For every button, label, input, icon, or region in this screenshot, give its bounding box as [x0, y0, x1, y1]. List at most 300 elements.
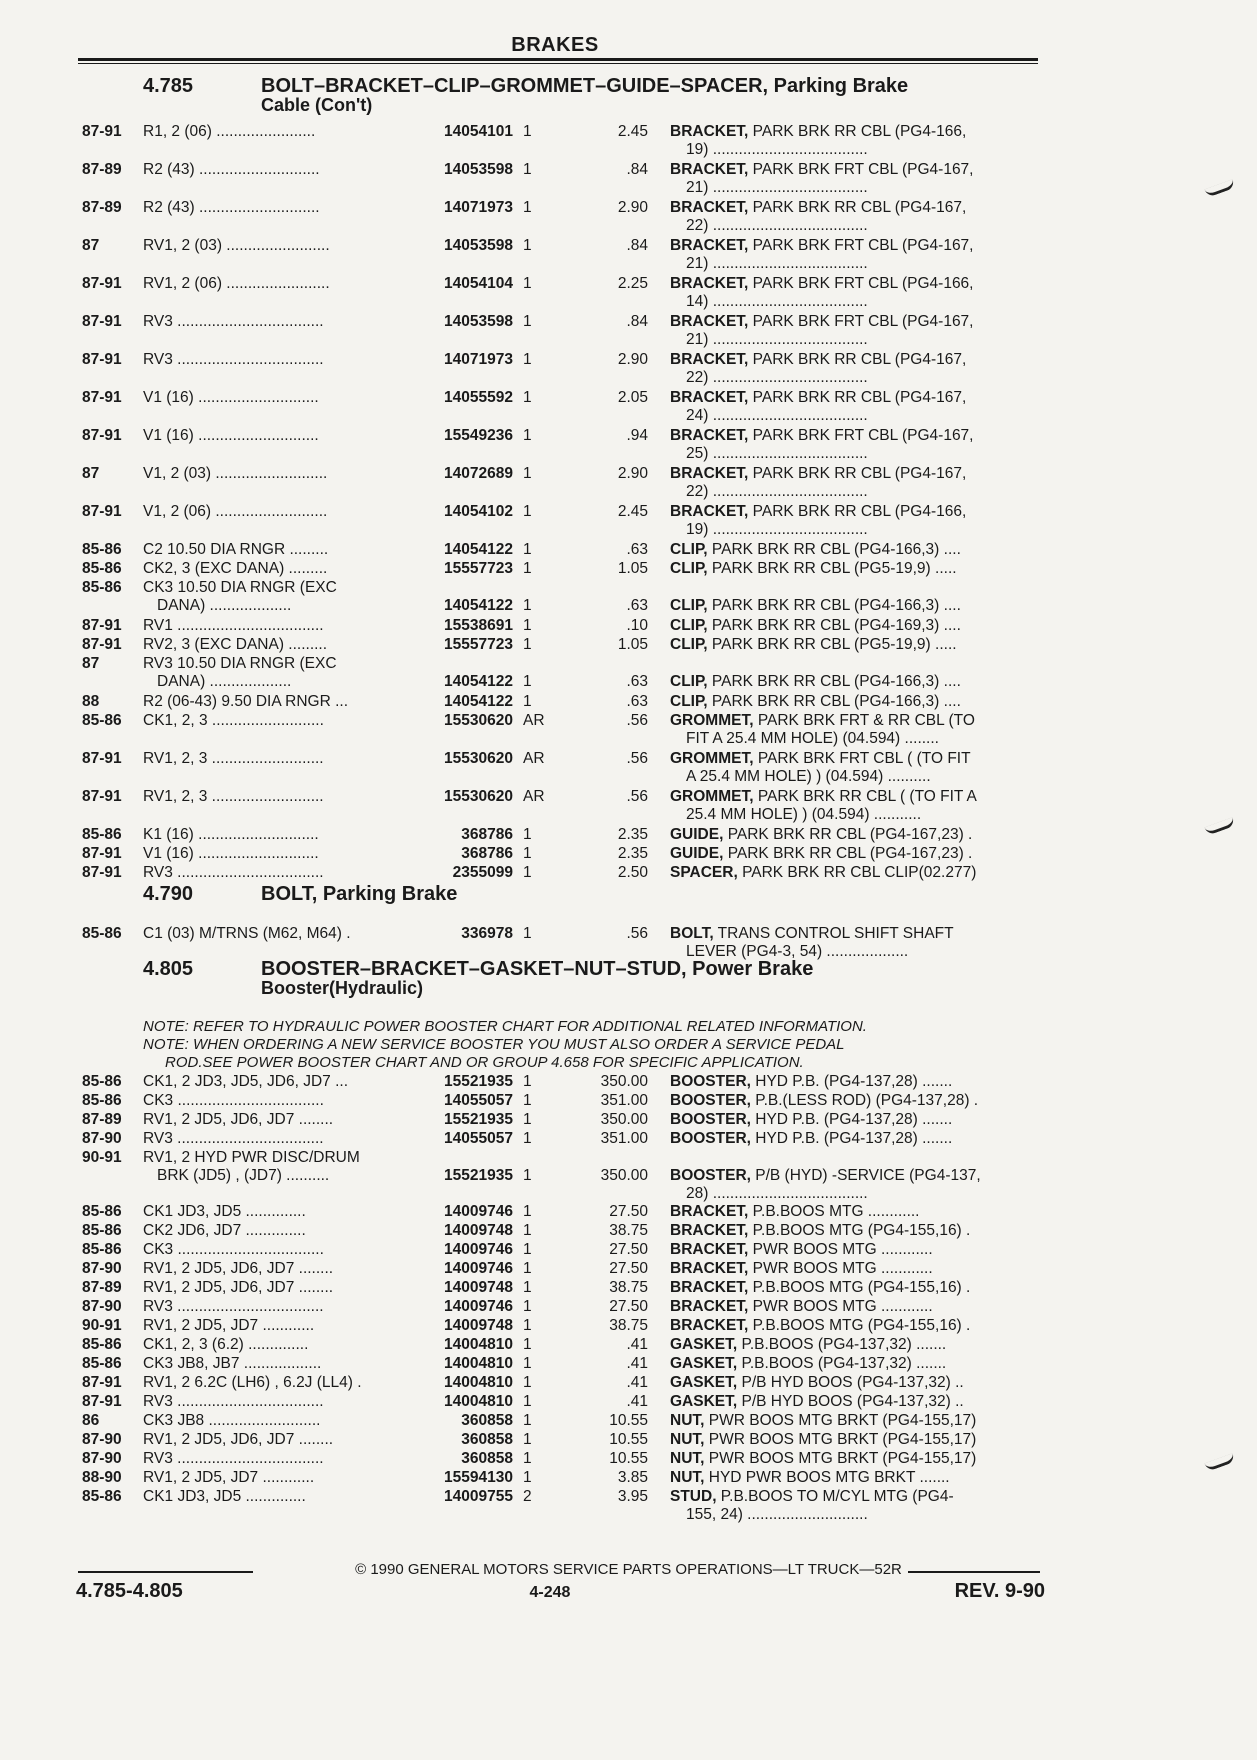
part-name-detail: PARK BRK FRT CBL (PG4-166,: [748, 275, 974, 292]
application-desc-cont: DANA) ...................: [157, 673, 292, 690]
quantity: 1: [523, 161, 532, 178]
quantity: 1: [523, 1130, 532, 1147]
quantity: 1: [523, 693, 532, 710]
application-desc: RV3 ..................................: [143, 1450, 324, 1467]
part-number: 360858: [461, 1450, 513, 1467]
application-desc: CK2, 3 (EXC DANA) .........: [143, 560, 328, 577]
year-range: 85-86: [82, 1488, 122, 1505]
part-name: [670, 541, 1040, 559]
year-range: 87: [82, 655, 100, 672]
binder-mark: [1204, 817, 1235, 836]
part-name-detail: P.B.BOOS MTG (PG4-155,16) .: [748, 1279, 971, 1296]
part-name-keyword: CLIP,: [670, 541, 708, 558]
price: .56: [626, 788, 648, 805]
application-desc: V1 (16) ............................: [143, 845, 319, 862]
year-range: 87-89: [82, 199, 122, 216]
quantity: 1: [523, 1279, 532, 1296]
quantity: 1: [523, 864, 532, 881]
price: .63: [626, 597, 648, 614]
application-desc: RV1, 2 JD5, JD7 ............: [143, 1469, 315, 1486]
part-number: 15594130: [444, 1469, 513, 1486]
price: 351.00: [600, 1130, 648, 1147]
quantity: 1: [523, 1431, 532, 1448]
part-name-keyword: STUD,: [670, 1488, 717, 1505]
year-range: 87-91: [82, 313, 122, 330]
part-name: [670, 1412, 1040, 1430]
year-range: 87: [82, 237, 100, 254]
year-range: 87-90: [82, 1431, 122, 1448]
price: 38.75: [609, 1222, 648, 1239]
part-name-detail: PARK BRK RR CBL (PG4-166,3) ....: [707, 541, 961, 558]
part-name-cont: 19) ....................................: [686, 521, 868, 538]
binder-mark: [1204, 179, 1235, 198]
part-number: 14054104: [444, 275, 513, 292]
application-desc: R2 (43) ............................: [143, 199, 320, 216]
quantity: 1: [523, 389, 532, 406]
part-name: [670, 1241, 1040, 1259]
price: .63: [626, 541, 648, 558]
application-desc: CK1 JD3, JD5 ..............: [143, 1488, 306, 1505]
price: .63: [626, 673, 648, 690]
part-name: [670, 351, 1040, 369]
part-name: [670, 1092, 1040, 1110]
quantity: 1: [523, 1374, 532, 1391]
year-range: 85-86: [82, 712, 122, 729]
part-name-detail: P/B HYD BOOS (PG4-137,32) ..: [737, 1393, 964, 1410]
part-name: [670, 1431, 1040, 1449]
part-name-detail: P.B.(LESS ROD) (PG4-137,28) .: [750, 1092, 979, 1109]
part-number: 14004810: [444, 1355, 513, 1372]
part-name-detail: PARK BRK RR CBL (PG4-167,: [748, 465, 967, 482]
year-range: 85-86: [82, 1092, 122, 1109]
part-number: 14055057: [444, 1092, 513, 1109]
part-number: 14071973: [444, 199, 513, 216]
part-name-keyword: BRACKET,: [670, 1317, 749, 1334]
part-name: [670, 237, 1040, 255]
quantity: 1: [523, 845, 532, 862]
part-number: 360858: [461, 1431, 513, 1448]
part-number: 360858: [461, 1412, 513, 1429]
part-name-detail: TRANS CONTROL SHIFT SHAFT: [713, 925, 954, 942]
section-title: BOLT, Parking Brake: [261, 883, 458, 905]
quantity: 1: [523, 1412, 532, 1429]
part-name-cont: 22) ....................................: [686, 217, 868, 234]
year-range: 87-91: [82, 1374, 122, 1391]
quantity: 1: [523, 1111, 532, 1128]
year-range: 87-91: [82, 864, 122, 881]
part-name-keyword: BOOSTER,: [670, 1111, 751, 1128]
application-desc: CK3 ..................................: [143, 1241, 324, 1258]
year-range: 87-89: [82, 1279, 122, 1296]
part-number: 14054122: [444, 693, 513, 710]
section-number: 4.805: [143, 958, 194, 980]
part-name-detail: PARK BRK FRT CBL ( (TO FIT: [753, 750, 971, 767]
part-name: [670, 1336, 1040, 1354]
quantity: 1: [523, 503, 532, 520]
part-name-detail: HYD PWR BOOS MTG BRKT .......: [704, 1469, 950, 1486]
part-number: 14053598: [444, 161, 513, 178]
quantity: 1: [523, 199, 532, 216]
year-range: 85-86: [82, 826, 122, 843]
application-desc: RV3 ..................................: [143, 1393, 324, 1410]
part-number: 14053598: [444, 237, 513, 254]
part-name-keyword: BRACKET,: [670, 1279, 749, 1296]
part-number: 15521935: [444, 1111, 513, 1128]
part-name: [670, 313, 1040, 331]
part-name: [670, 925, 1040, 943]
price: 2.35: [617, 826, 648, 843]
part-name-keyword: BRACKET,: [670, 427, 749, 444]
note-line: ROD.SEE POWER BOOSTER CHART AND OR GROUP 4.658 FOR SPECIFIC APPLICATION.: [165, 1054, 804, 1071]
part-name: [670, 1073, 1040, 1091]
application-desc-cont: BRK (JD5) , (JD7) ..........: [157, 1167, 330, 1184]
part-name-keyword: BRACKET,: [670, 161, 749, 178]
year-range: 87-91: [82, 275, 122, 292]
part-name-keyword: BRACKET,: [670, 1260, 749, 1277]
quantity: 1: [523, 560, 532, 577]
part-name-cont: 21) ....................................: [686, 255, 868, 272]
part-name: [670, 1488, 1040, 1506]
price: .56: [626, 925, 648, 942]
part-name: [670, 636, 1040, 654]
part-number: 14009746: [444, 1298, 513, 1315]
application-desc: C2 10.50 DIA RNGR .........: [143, 541, 329, 558]
year-range: 87-91: [82, 503, 122, 520]
part-name: [670, 1374, 1040, 1392]
part-name-keyword: BRACKET,: [670, 1298, 749, 1315]
year-range: 87-91: [82, 1393, 122, 1410]
application-desc: RV1 ..................................: [143, 617, 324, 634]
year-range: 90-91: [82, 1317, 122, 1334]
part-name-keyword: GROMMET,: [670, 712, 754, 729]
year-range: 87-90: [82, 1450, 122, 1467]
part-number: 14055057: [444, 1130, 513, 1147]
part-name-detail: PARK BRK RR CBL (PG4-167,23) .: [723, 845, 973, 862]
section-title: BOOSTER–BRACKET–GASKET–NUT–STUD, Power Brake: [261, 958, 814, 980]
price: 2.50: [617, 864, 648, 881]
part-name: [670, 1317, 1040, 1335]
application-desc: RV1, 2, 3 ..........................: [143, 750, 324, 767]
year-range: 87: [82, 465, 100, 482]
part-number: 14054102: [444, 503, 513, 520]
application-desc: RV3 ..................................: [143, 351, 324, 368]
price: .94: [626, 427, 648, 444]
section-subtitle: Booster(Hydraulic): [261, 978, 424, 998]
application-desc: V1, 2 (06) ..........................: [143, 503, 328, 520]
price: 3.85: [617, 1469, 648, 1486]
year-range: 87-90: [82, 1130, 122, 1147]
price: .41: [626, 1336, 648, 1353]
part-name-detail: HYD P.B. (PG4-137,28) .......: [750, 1111, 953, 1128]
quantity: 1: [523, 925, 532, 942]
part-name-detail: HYD P.B. (PG4-137,28) .......: [750, 1130, 953, 1147]
quantity: 1: [523, 351, 532, 368]
price: .63: [626, 693, 648, 710]
quantity: 2: [523, 1488, 532, 1505]
part-name-detail: P.B.BOOS TO M/CYL MTG (PG4-: [716, 1488, 954, 1505]
part-name-keyword: BOOSTER,: [670, 1167, 751, 1184]
part-name-cont: 14) ....................................: [686, 293, 868, 310]
price: .41: [626, 1374, 648, 1391]
part-name-detail: PARK BRK RR CBL (PG4-166,3) ....: [707, 673, 961, 690]
year-range: 85-86: [82, 1222, 122, 1239]
part-name-keyword: BRACKET,: [670, 389, 749, 406]
quantity: 1: [523, 237, 532, 254]
quantity: 1: [523, 1241, 532, 1258]
application-desc: RV3 ..................................: [143, 864, 324, 881]
part-name-keyword: NUT,: [670, 1431, 705, 1448]
price: 1.05: [617, 636, 648, 653]
part-name-keyword: BOOSTER,: [670, 1092, 751, 1109]
price: 351.00: [600, 1092, 648, 1109]
part-name: [670, 826, 1040, 844]
part-number: 15557723: [444, 636, 513, 653]
part-name-keyword: CLIP,: [670, 673, 708, 690]
part-name-detail: PARK BRK RR CBL ( (TO FIT A: [753, 788, 977, 805]
part-name-keyword: BRACKET,: [670, 275, 749, 292]
part-number: 14071973: [444, 351, 513, 368]
application-desc: RV3 ..................................: [143, 1130, 324, 1147]
year-range: 86: [82, 1412, 100, 1429]
application-desc: RV2, 3 (EXC DANA) .........: [143, 636, 328, 653]
part-name: [670, 1203, 1040, 1221]
part-number: 14004810: [444, 1393, 513, 1410]
part-name: [670, 1393, 1040, 1411]
price: 38.75: [609, 1317, 648, 1334]
price: 10.55: [609, 1450, 648, 1467]
application-desc: CK1, 2 JD3, JD5, JD6, JD7 ...: [143, 1073, 349, 1090]
part-name: [670, 1130, 1040, 1148]
part-name: [670, 275, 1040, 293]
price: 3.95: [617, 1488, 648, 1505]
part-name: [670, 1167, 1040, 1185]
price: .56: [626, 750, 648, 767]
part-number: 15530620: [444, 750, 513, 767]
part-number: 14009755: [444, 1488, 513, 1505]
year-range: 87-90: [82, 1260, 122, 1277]
part-name-cont: A 25.4 MM HOLE) ) (04.594) ..........: [686, 768, 931, 785]
part-name-detail: PARK BRK RR CBL (PG5-19,9) .....: [707, 560, 957, 577]
part-number: 368786: [461, 826, 513, 843]
footer-copyright: [0, 1561, 1257, 1578]
application-desc-cont: DANA) ...................: [157, 597, 292, 614]
part-name-keyword: BRACKET,: [670, 1241, 749, 1258]
part-name-keyword: GROMMET,: [670, 750, 754, 767]
quantity: 1: [523, 1393, 532, 1410]
part-number: 14009748: [444, 1317, 513, 1334]
part-name-detail: PARK BRK RR CBL (PG5-19,9) .....: [707, 636, 957, 653]
part-name: [670, 712, 1040, 730]
quantity: 1: [523, 313, 532, 330]
header-rule-thin: [78, 63, 1038, 64]
price: .41: [626, 1355, 648, 1372]
part-name-detail: P.B.BOOS (PG4-137,32) .......: [737, 1355, 947, 1372]
application-desc: RV1, 2 (06) ........................: [143, 275, 330, 292]
year-range: 85-86: [82, 560, 122, 577]
part-name-cont: 155, 24) ............................: [686, 1506, 868, 1523]
part-number: 14009748: [444, 1222, 513, 1239]
part-name: [670, 1450, 1040, 1468]
part-number: 14004810: [444, 1336, 513, 1353]
part-name-detail: PARK BRK RR CBL (PG4-166,: [748, 503, 967, 520]
part-name: [670, 1260, 1040, 1278]
quantity: 1: [523, 1469, 532, 1486]
part-name-detail: PARK BRK RR CBL (PG4-166,3) ....: [707, 597, 961, 614]
part-name-keyword: BRACKET,: [670, 313, 749, 330]
part-name-keyword: NUT,: [670, 1469, 705, 1486]
part-number: 2355099: [452, 864, 513, 881]
quantity: 1: [523, 1260, 532, 1277]
part-name: [670, 560, 1040, 578]
part-number: 15557723: [444, 560, 513, 577]
part-number: 14053598: [444, 313, 513, 330]
part-name: [670, 1355, 1040, 1373]
part-number: 15538691: [444, 617, 513, 634]
quantity: 1: [523, 1298, 532, 1315]
copyright-text: © 1990 GENERAL MOTORS SERVICE PARTS OPERATIONS—LT TRUCK—52R: [349, 1561, 908, 1578]
part-name-keyword: GROMMET,: [670, 788, 754, 805]
part-name-cont: 25.4 MM HOLE) ) (04.594) ...........: [686, 806, 922, 823]
part-name-detail: P.B.BOOS (PG4-137,32) .......: [737, 1336, 947, 1353]
quantity: 1: [523, 1092, 532, 1109]
application-desc: RV1, 2 JD5, JD6, JD7 ........: [143, 1111, 334, 1128]
part-name-detail: P.B.BOOS MTG ............: [748, 1203, 920, 1220]
year-range: 85-86: [82, 1203, 122, 1220]
application-desc: CK1 JD3, JD5 ..............: [143, 1203, 306, 1220]
price: 2.45: [617, 123, 648, 140]
part-number: 14009746: [444, 1241, 513, 1258]
part-name-keyword: GUIDE,: [670, 845, 724, 862]
part-name-cont: 22) ....................................: [686, 483, 868, 500]
footer-revision: REV. 9-90: [954, 1580, 1045, 1602]
part-number: 15549236: [444, 427, 513, 444]
quantity: AR: [523, 750, 545, 767]
part-number: 14072689: [444, 465, 513, 482]
price: .84: [626, 313, 648, 330]
note-line: NOTE: WHEN ORDERING A NEW SERVICE BOOSTER YOU MUST ALSO ORDER A SERVICE PEDAL: [143, 1036, 845, 1053]
part-name-keyword: CLIP,: [670, 617, 708, 634]
part-number: 14004810: [444, 1374, 513, 1391]
part-name-keyword: GUIDE,: [670, 826, 724, 843]
part-name: [670, 199, 1040, 217]
application-desc: R2 (43) ............................: [143, 161, 320, 178]
year-range: 85-86: [82, 541, 122, 558]
price: 2.90: [617, 199, 648, 216]
quantity: 1: [523, 1450, 532, 1467]
application-desc: RV3 ..................................: [143, 313, 324, 330]
price: .41: [626, 1393, 648, 1410]
part-name-keyword: BRACKET,: [670, 351, 749, 368]
application-desc: V1 (16) ............................: [143, 427, 319, 444]
price: 27.50: [609, 1203, 648, 1220]
part-name: [670, 1222, 1040, 1240]
application-desc: CK3 ..................................: [143, 1092, 324, 1109]
year-range: 85-86: [82, 1073, 122, 1090]
quantity: 1: [523, 617, 532, 634]
part-number: 368786: [461, 845, 513, 862]
year-range: 87-91: [82, 617, 122, 634]
header-rule: [78, 58, 1038, 61]
application-desc: RV1, 2 6.2C (LH6) , 6.2J (LL4) .: [143, 1374, 362, 1391]
part-name-keyword: GASKET,: [670, 1336, 738, 1353]
part-number: 14055592: [444, 389, 513, 406]
price: 2.45: [617, 503, 648, 520]
year-range: 87-91: [82, 636, 122, 653]
part-name: [670, 617, 1040, 635]
application-desc: CK3 JB8, JB7 ..................: [143, 1355, 322, 1372]
application-desc: R1, 2 (06) .......................: [143, 123, 316, 140]
footer-page-number: 4-248: [529, 1584, 571, 1601]
quantity: 1: [523, 541, 532, 558]
part-name-cont: 28) ....................................: [686, 1185, 868, 1202]
quantity: 1: [523, 1203, 532, 1220]
part-name: [670, 673, 1040, 691]
price: 27.50: [609, 1298, 648, 1315]
part-name: [670, 427, 1040, 445]
part-name: [670, 1469, 1040, 1487]
part-name-detail: PWR BOOS MTG ............: [748, 1260, 933, 1277]
part-name-detail: P/B HYD BOOS (PG4-137,32) ..: [737, 1374, 964, 1391]
year-range: 87-90: [82, 1298, 122, 1315]
part-name-keyword: BOLT,: [670, 925, 714, 942]
application-desc: RV1, 2, 3 ..........................: [143, 788, 324, 805]
part-name-cont: 19) ....................................: [686, 141, 868, 158]
part-name-detail: PARK BRK RR CBL (PG4-166,3) ....: [707, 693, 961, 710]
application-desc: RV1, 2 HYD PWR DISC/DRUM: [143, 1149, 360, 1166]
part-number: 336978: [461, 925, 513, 942]
year-range: 87-91: [82, 351, 122, 368]
part-name-detail: PARK BRK RR CBL (PG4-167,: [748, 389, 967, 406]
price: 350.00: [600, 1111, 648, 1128]
year-range: 85-86: [82, 925, 122, 942]
part-name-detail: PARK BRK FRT CBL (PG4-167,: [748, 427, 974, 444]
year-range: 87-91: [82, 788, 122, 805]
year-range: 88: [82, 693, 100, 710]
price: 10.55: [609, 1431, 648, 1448]
part-number: 14009748: [444, 1279, 513, 1296]
part-name-keyword: SPACER,: [670, 864, 738, 881]
part-name-keyword: CLIP,: [670, 597, 708, 614]
price: 2.90: [617, 351, 648, 368]
application-desc: RV1, 2 JD5, JD6, JD7 ........: [143, 1260, 334, 1277]
section-title: BOLT–BRACKET–CLIP–GROMMET–GUIDE–SPACER, Parking Brake: [261, 75, 909, 97]
application-desc: C1 (03) M/TRNS (M62, M64) .: [143, 925, 351, 942]
year-range: 88-90: [82, 1469, 122, 1486]
price: 2.90: [617, 465, 648, 482]
year-range: 90-91: [82, 1149, 122, 1166]
part-name-keyword: CLIP,: [670, 560, 708, 577]
part-name-keyword: BRACKET,: [670, 237, 749, 254]
price: .10: [626, 617, 648, 634]
part-name: [670, 750, 1040, 768]
price: .84: [626, 161, 648, 178]
part-name-keyword: BRACKET,: [670, 1222, 749, 1239]
part-name: [670, 123, 1040, 141]
quantity: 1: [523, 1073, 532, 1090]
price: 350.00: [600, 1073, 648, 1090]
part-number: 14009746: [444, 1203, 513, 1220]
part-name: [670, 1111, 1040, 1129]
part-name-detail: PARK BRK FRT CBL (PG4-167,: [748, 237, 974, 254]
part-number: 14054122: [444, 673, 513, 690]
part-name-cont: 21) ....................................: [686, 331, 868, 348]
quantity: 1: [523, 123, 532, 140]
part-name: [670, 597, 1040, 615]
part-name-detail: PARK BRK RR CBL (PG4-167,: [748, 351, 967, 368]
price: 27.50: [609, 1260, 648, 1277]
quantity: 1: [523, 636, 532, 653]
application-desc: RV3 10.50 DIA RNGR (EXC: [143, 655, 337, 672]
